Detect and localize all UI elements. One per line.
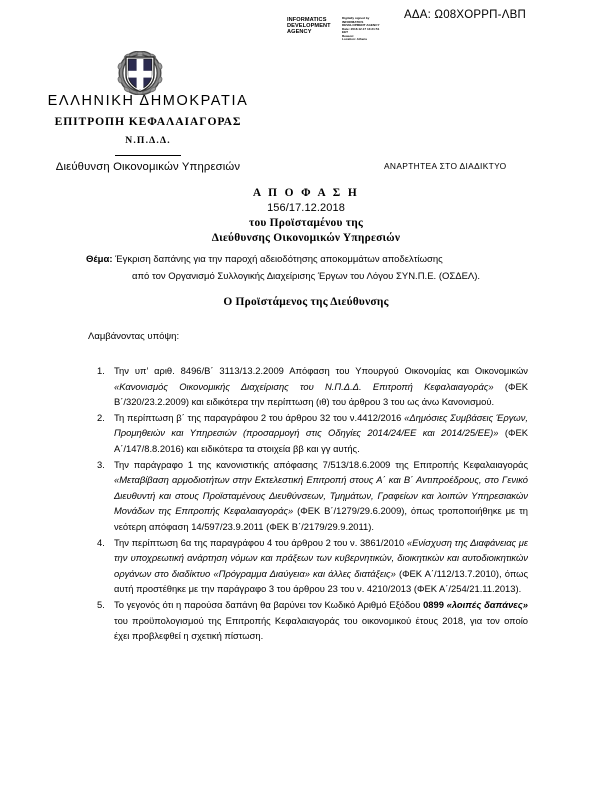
decision-issuer-line-1: του Προϊσταμένου της bbox=[248, 217, 364, 229]
list-item-body bbox=[114, 410, 528, 457]
signatory-heading: Ο Προϊστάμενος της Διεύθυνσης bbox=[223, 296, 389, 308]
list-item-number: 4. bbox=[97, 536, 105, 548]
subject-block bbox=[86, 252, 526, 284]
signature-detail-line-2: INFORMATICS bbox=[342, 19, 364, 24]
list-item bbox=[88, 410, 528, 457]
subject-label: Θέμα: bbox=[86, 254, 113, 265]
subject-line-1 bbox=[86, 252, 526, 268]
list-item-text: (ΦΕΚ Β΄/320/23.2.2009) και ειδικότερα την περίπτωση (ιθ) του άρθρου 3 του ως άνω Κανονισμού. bbox=[114, 380, 529, 408]
decision-title-block bbox=[86, 186, 526, 245]
signature-detail-line-3: DEVELOPMENT AGENCY bbox=[342, 23, 380, 27]
list-item-number: 3. bbox=[97, 458, 105, 470]
ada-code: ΑΔΑ: Ω08ΧΟΡΡΠ-ΛΒΠ bbox=[404, 9, 526, 21]
list-item-text: «Κανονισμός Οικονομικής Διαχείρισης του Ν.Π.Δ.Δ. Επιτροπή Κεφαλαιαγοράς» bbox=[114, 380, 494, 392]
list-item-text: (ΦΕΚ Α΄/112/13.7.2010), όπως αυτή προστέθηκε με την παράγραφο 3 του άρθρου 23 του ν. 4210/2013 (ΦΕΚ Α΄/254/21.11.2013). bbox=[114, 567, 528, 595]
signature-detail-line-6: Reason: bbox=[342, 33, 355, 38]
subject-text-1: Έγκριση δαπάνης για την παροχή αδειοδότησης αποκομμάτων αποδελτίωσης bbox=[115, 254, 443, 265]
publication-notice: ΑΝΑΡΤΗΤΕΑ ΣΤΟ ΔΙΑΔΙΚΤΥΟ bbox=[384, 161, 507, 171]
list-item-text: «Ενίσχυση της Διαφάνειας με την υποχρεωτική ανάρτηση νόμων και πράξεων των κυβερνητικών, διοικητικών και αυτοδιοικητικών οργάνων στο διαδίκτυο «Πρόγραμμα Διαύγεια» και άλλες διατάξεις» bbox=[114, 536, 528, 579]
letterhead bbox=[12, 92, 284, 175]
list-item-text: «λοιπές δαπάνες» bbox=[446, 598, 528, 610]
list-item-text: «Μεταβίβαση αρμοδιοτήτων στην Εκτελεστική Επιτροπή στους Α΄ και Β΄ Αντιπροέδρους, στο Γενικό Διευθυντή και στους Προϊσταμένους Διευθύνσεων, Τμημάτων, Γραφείων και λοιπών Υπηρεσιακών Μονάδων της Επιτροπής Κεφαλαιαγοράς» bbox=[114, 474, 528, 517]
list-item-text: του προϋπολογισμού της Επιτροπής Κεφαλαιαγοράς του οικονομικού έτους 2018, για τον οποίο έχει προβλεφθεί η σχετική πίστωση. bbox=[114, 614, 528, 642]
list-item-number: 1. bbox=[97, 365, 105, 376]
list-item bbox=[88, 363, 528, 410]
list-item-text: Την περίπτωση 6α της παραγράφου 4 του άρθρου 2 του ν. 3861/2010 bbox=[114, 536, 407, 548]
list-item-body bbox=[114, 457, 528, 535]
list-item-number: 5. bbox=[97, 598, 105, 610]
digital-signature-stamp bbox=[287, 17, 405, 42]
list-item bbox=[88, 597, 528, 644]
letterhead-directorate: Διεύθυνση Οικονομικών Υπηρεσιών bbox=[55, 161, 241, 173]
list-item bbox=[88, 457, 528, 535]
letterhead-legal-form: Ν.Π.Δ.Δ. bbox=[125, 135, 171, 146]
decision-number: 156/17.12.2018 bbox=[267, 202, 345, 214]
list-item-text: Το γεγονός ότι η παρούσα δαπάνη θα βαρύνει τον Κωδικό Αριθμό Εξόδου bbox=[114, 598, 424, 610]
list-item-text: (ΦΕΚ Α΄/147/8.8.2016) και ειδικότερα τα στοιχεία ββ και γγ αυτής. bbox=[114, 427, 528, 454]
signature-agency-name: INFORMATICS DEVELOPMENT AGENCY bbox=[287, 17, 331, 36]
list-item-text: Τη περίπτωση β΄ της παραγράφου 2 του άρθρου 32 του ν.4412/2016 bbox=[114, 411, 405, 423]
list-item-text: Την παράγραφο 1 της κανονιστικής απόφασης 7/513/18.6.2009 της Επιτροπής Κεφαλαιαγοράς bbox=[114, 458, 528, 470]
signature-details bbox=[342, 17, 404, 42]
signature-detail-line-1: Digitally signed by bbox=[342, 16, 370, 20]
list-item-text: (ΦΕΚ Β΄/1279/29.6.2009), όπως τροποποιήθηκε με τη νεότερη απόφαση 14/597/23.9.2011 (ΦΕΚ Β΄/2179/29.9.2011). bbox=[114, 505, 528, 532]
considerations-list bbox=[88, 363, 528, 644]
letterhead-authority: ΕΠΙΤΡΟΠΗ ΚΕΦΑΛΑΙΑΓΟΡΑΣ bbox=[54, 115, 242, 128]
subject-line-2: από τον Οργανισμό Συλλογικής Διαχείρισης Έργων του Λόγου ΣΥΝ.Π.Ε. (ΟΣΔΕΛ). bbox=[132, 270, 481, 282]
list-item-body bbox=[114, 597, 528, 644]
list-item-text: Την υπ’ αριθ. 8496/Β΄ 3113/13.2.2009 Απόφαση του Υπουργού Οικονομίας και Οικονομικών bbox=[114, 365, 528, 376]
list-item bbox=[88, 535, 528, 597]
list-item-text: «Δημόσιες Συμβάσεις Έργων, Προμηθειών και Υπηρεσιών (προσαρμογή στις Οδηγίες 2014/24/ΕΕ και 2014/25/ΕΕ)» bbox=[114, 411, 528, 439]
preamble-text: Λαμβάνοντας υπόψη: bbox=[88, 331, 180, 342]
greek-coat-of-arms-icon bbox=[112, 51, 168, 95]
list-item-text: 0899 bbox=[423, 598, 444, 610]
signature-detail-line-7: Location: Athens bbox=[342, 37, 368, 41]
decision-issuer-line-2: Διεύθυνσης Οικονομικών Υπηρεσιών bbox=[211, 232, 401, 244]
signature-detail-line-4: Date: 2018.12.17 13:21:51 bbox=[342, 26, 380, 31]
letterhead-republic: ΕΛΛΗΝΙΚΗ ΔΗΜΟΚΡΑΤΙΑ bbox=[47, 93, 249, 109]
list-item-body bbox=[114, 535, 528, 597]
list-item-number: 2. bbox=[97, 411, 105, 423]
letterhead-divider bbox=[115, 155, 181, 156]
decision-heading: Α Π Ο Φ Α Σ Η bbox=[252, 187, 360, 199]
list-item-body bbox=[114, 363, 528, 410]
signature-detail-line-5: EET bbox=[342, 30, 349, 34]
